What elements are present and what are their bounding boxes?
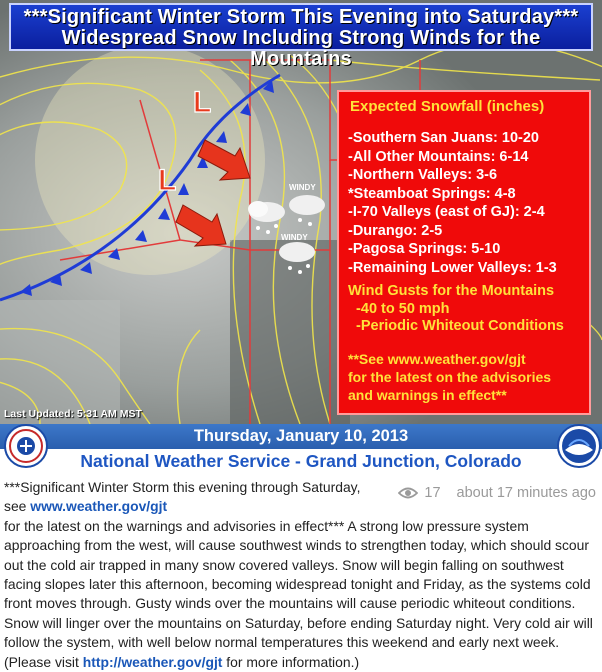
advisory-note: [348, 350, 583, 404]
gjt-link[interactable]: www.weather.gov/gjt: [30, 498, 168, 515]
date-banner: Thursday, January 10, 2013: [0, 424, 602, 449]
headline-line-1: ***Significant Winter Storm This Evening into Saturday***: [23, 6, 579, 28]
snowfall-header: Expected Snowfall (inches): [350, 98, 545, 115]
noaa-logo-icon: [557, 424, 601, 468]
description-first-part: [4, 478, 384, 517]
wind-line: Wind Gusts for the Mountains: [348, 283, 555, 299]
office-banner: National Weather Service - Grand Junction, Colorado: [0, 449, 602, 472]
post-timestamp[interactable]: about 17 minutes ago: [456, 485, 596, 501]
description-intro: ***Significant Winter Storm this evening through Saturday, see: [4, 479, 361, 515]
low-pressure-marker-north: L: [193, 86, 212, 119]
low-pressure-marker-south: L: [158, 164, 177, 197]
snowfall-item: -Northern Valleys: 3-6: [348, 167, 498, 183]
headline-banner: [9, 3, 593, 70]
post-description: [4, 478, 598, 672]
snowfall-item: *Steamboat Springs: 4-8: [348, 185, 516, 202]
snowfall-item: -Remaining Lower Valleys: 1-3: [348, 259, 557, 276]
windy-label: WINDY: [281, 233, 308, 242]
snowfall-item: -Pagosa Springs: 5-10: [348, 241, 501, 257]
weather-gov-link[interactable]: http://weather.gov/gjt: [82, 653, 223, 670]
last-updated: Last Updated: 5:31 AM MST: [4, 408, 142, 420]
wind-line: -Periodic Whiteout Conditions: [348, 318, 564, 334]
description-body: for the latest on the warnings and advisories in effect*** A strong low pressure system approaching from the west, will cause southwest winds to strengthen today, which should scour out the cold air trapped in many snow covered valleys. Snow will begin falling on southwest facing slopes later this afternoon, becoming widespread tonight and Friday, as the systems cold front moves through. Gusty winds over the mountains will cause periodic whiteout conditions. Snow will linger over the mountains on Saturday, before ending Saturday night. Very cold air will follow the system, with well below normal temperatures this weekend and early next week. (Please visit: [4, 517, 593, 670]
snowfall-box: [337, 90, 591, 415]
nws-logo-icon: [4, 424, 48, 468]
snowfall-list: [348, 129, 583, 277]
note-line: and warnings in effect**: [348, 386, 507, 403]
snowfall-item: -I-70 Valleys (east of GJ): 2-4: [348, 204, 545, 220]
headline-line-2: Widespread Snow Including Strong Winds for the Mountains: [61, 27, 541, 70]
note-line: **See www.weather.gov/gjt: [348, 350, 526, 367]
description-outro: for more information.): [222, 653, 360, 670]
view-count: 17: [424, 485, 441, 501]
wind-gusts-section: [348, 283, 583, 336]
note-line: for the latest on the advisories: [348, 368, 552, 385]
snowfall-item: -Durango: 2-5: [348, 222, 443, 239]
snowfall-item: -All Other Mountains: 6-14: [348, 148, 529, 165]
windy-label: WINDY: [289, 183, 316, 192]
snowfall-item: -Southern San Juans: 10-20: [348, 130, 539, 146]
wind-line: -40 to 50 mph: [348, 300, 450, 317]
